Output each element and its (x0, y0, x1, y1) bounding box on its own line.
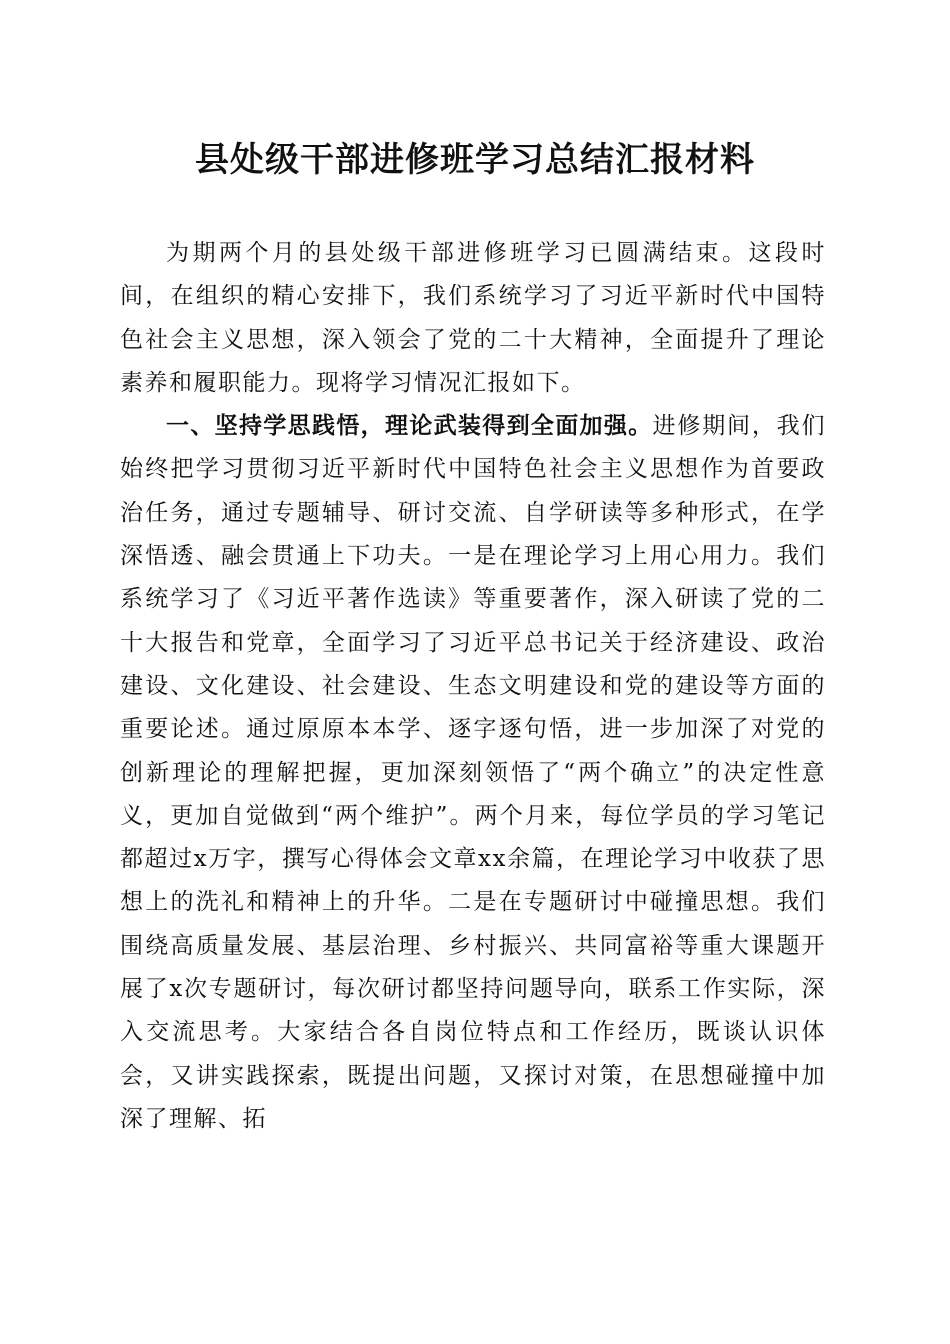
intro-paragraph: 为期两个月的县处级干部进修班学习已圆满结束。这段时间，在组织的精心安排下，我们系统学习了习近平新时代中国特色社会主义思想，深入领会了党的二十大精神，全面提升了理论素养和履职能力。现将学习情况汇报如下。 (120, 240, 826, 396)
section-1-paragraph (120, 405, 826, 1141)
section-1-heading: 一、坚持学思践悟，理论武装得到全面加强。 (166, 413, 653, 440)
document-body (120, 232, 826, 1141)
section-1-text: 进修期间，我们始终把学习贯彻习近平新时代中国特色社会主义思想作为首要政治任务，通过专题辅导、研讨交流、自学研读等多种形式，在学深悟透、融会贯通上下功夫。一是在理论学习上用心用力。我们系统学习了《习近平著作选读》等重要著作，深入研读了党的二十大报告和党章，全面学习了习近平总书记关于经济建设、政治建设、文化建设、社会建设、生态文明建设和党的建设等方面的重要论述。通过原原本本学、逐字逐句悟，进一步加深了对党的创新理论的理解把握，更加深刻领悟了“两个确立”的决定性意义，更加自觉做到“两个维护”。两个月来，每位学员的学习笔记都超过x万字，撰写心得体会文章xx余篇，在理论学习中收获了思想上的洗礼和精神上的升华。二是在专题研讨中碰撞思想。我们围绕高质量发展、基层治理、乡村振兴、共同富裕等重大课题开展了x次专题研讨，每次研讨都坚持问题导向，联系工作实际，深入交流思考。大家结合各自岗位特点和工作经历，既谈认识体会，又讲实践探索，既提出问题，又探讨对策，在思想碰撞中加深了理解、拓 (120, 413, 827, 1132)
document-title: 县处级干部进修班学习总结汇报材料 (195, 140, 755, 180)
